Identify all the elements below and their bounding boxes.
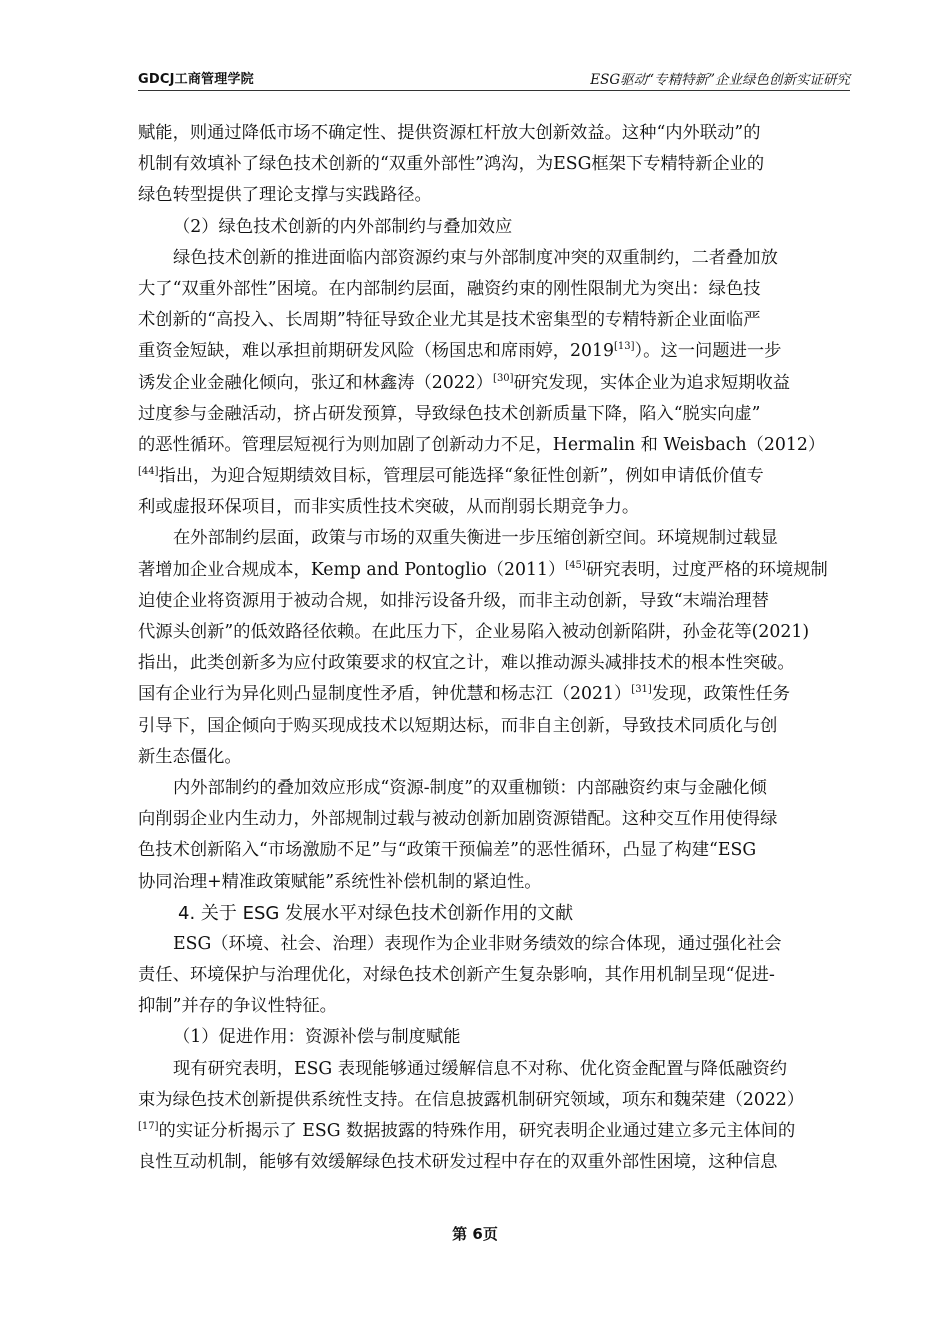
section-heading: 4. 关于 ESG 发展水平对绿色技术创新作用的文献 xyxy=(178,902,574,924)
citation-ref: [31] xyxy=(631,684,652,696)
text-line: 迫使企业将资源用于被动合规，如排污设备升级，而非主动创新，导致“末端治理替 xyxy=(138,590,769,611)
text-line: 绿色转型提供了理论支撑与实践路径。 xyxy=(138,185,432,206)
text-line: 绿色技术创新的推进面临内部资源约束与外部制度冲突的双重制约，二者叠加放 xyxy=(173,247,778,268)
text-line: 新生态僵化。 xyxy=(138,746,242,767)
subsection-heading: （2）绿色技术创新的内外部制约与叠加效应 xyxy=(173,216,513,237)
text-line: 责任、环境保护与治理优化，对绿色技术创新产生复杂影响，其作用机制呈现“促进- xyxy=(138,965,775,986)
text-line: [44]指出，为迎合短期绩效目标，管理层可能选择“象征性创新”，例如申请低价值专 xyxy=(138,466,764,487)
text-line: 大了“双重外部性”困境。在内部制约层面，融资约束的刚性限制尤为突出：绿色技 xyxy=(138,278,761,299)
text-line: 色技术创新陷入“市场激励不足”与“政策干预偏差”的恶性循环，凸显了构建“ESG xyxy=(138,840,757,861)
text-line: 机制有效填补了绿色技术创新的“双重外部性”鸿沟，为ESG框架下专精特新企业的 xyxy=(138,154,765,175)
page-header xyxy=(138,64,850,91)
subsection-heading: （1）促进作用：资源补偿与制度赋能 xyxy=(173,1027,461,1048)
text-line: 束为绿色技术创新提供系统性支持。在信息披露机制研究领域，项东和魏荣建（2022） xyxy=(138,1089,805,1110)
text-line: 著增加企业合规成本，Kemp and Pontoglio（2011）[45]研究表明，过度严格的环境规制 xyxy=(138,559,828,580)
citation-ref: [30] xyxy=(493,372,514,384)
text-line: 向削弱企业内生动力，外部规制过载与被动创新加剧资源错配。这种交互作用使得绿 xyxy=(138,809,778,830)
page-number: 第 6页 xyxy=(452,1225,498,1243)
page-body xyxy=(138,118,851,1178)
text-line: 过度参与金融活动，挤占研发预算，导致绿色技术创新质量下降，陷入“脱实向虚” xyxy=(138,403,761,424)
text-line: 重资金短缺，难以承担前期研发风险（杨国忠和席雨婷，2019[13]）。这一问题进一步 xyxy=(138,341,782,362)
text-line: 术创新的“高投入、长周期”特征导致企业尤其是技术密集型的专精特新企业面临严 xyxy=(138,310,761,331)
text-line: 良性互动机制，能够有效缓解绿色技术研发过程中存在的双重外部性困境，这种信息 xyxy=(138,1152,778,1173)
header-paper-title: ESG驱动“专精特新”企业绿色创新实证研究 xyxy=(590,72,850,88)
text-line: 赋能，则通过降低市场不确定性、提供资源杠杆放大创新效益。这种“内外联动”的 xyxy=(138,123,761,143)
text-line: 指出，此类创新多为应付政策要求的权宜之计，难以推动源头减排技术的根本性突破。 xyxy=(138,653,795,674)
text-line: 协同治理+精准政策赋能”系统性补偿机制的紧迫性。 xyxy=(138,871,542,892)
citation-ref: [44] xyxy=(138,466,159,478)
text-line: 利或虚报环保项目，而非实质性技术突破，从而削弱长期竞争力。 xyxy=(138,497,640,518)
text-line: 内外部制约的叠加效应形成“资源-制度”的双重枷锁：内部融资约束与金融化倾 xyxy=(173,777,767,798)
text-line: 代源头创新”的低效路径依赖。在此压力下，企业易陷入被动创新陷阱，孙金花等(2021) xyxy=(138,622,810,642)
text-line: 引导下，国企倾向于购买现成技术以短期达标，而非自主创新，导致技术同质化与创 xyxy=(138,715,778,736)
text-line: 诱发企业金融化倾向，张辽和林鑫涛（2022）[30]研究发现，实体企业为追求短期收益 xyxy=(138,372,791,393)
citation-ref: [13] xyxy=(614,341,635,353)
text-line: 在外部制约层面，政策与市场的双重失衡进一步压缩创新空间。环境规制过载显 xyxy=(173,528,778,549)
citation-ref: [45] xyxy=(565,559,586,571)
text-line: ESG（环境、社会、治理）表现作为企业非财务绩效的综合体现，通过强化社会 xyxy=(173,933,782,954)
citation-ref: [17] xyxy=(138,1121,159,1132)
header-institution: GDCJ工商管理学院 xyxy=(138,72,254,87)
text-line: [17]的实证分析揭示了 ESG 数据披露的特殊作用，研究表明企业通过建立多元主体间的 xyxy=(138,1121,796,1141)
text-line: 抑制”并存的争议性特征。 xyxy=(138,996,337,1017)
text-line: 国有企业行为异化则凸显制度性矛盾，钟优慧和杨志江（2021）[31]发现，政策性任务 xyxy=(138,684,791,705)
text-line: 现有研究表明，ESG 表现能够通过缓解信息不对称、优化资金配置与降低融资约 xyxy=(173,1058,788,1079)
text-line: 的恶性循环。管理层短视行为则加剧了创新动力不足，Hermalin 和 Weisbach（2012） xyxy=(138,434,826,455)
